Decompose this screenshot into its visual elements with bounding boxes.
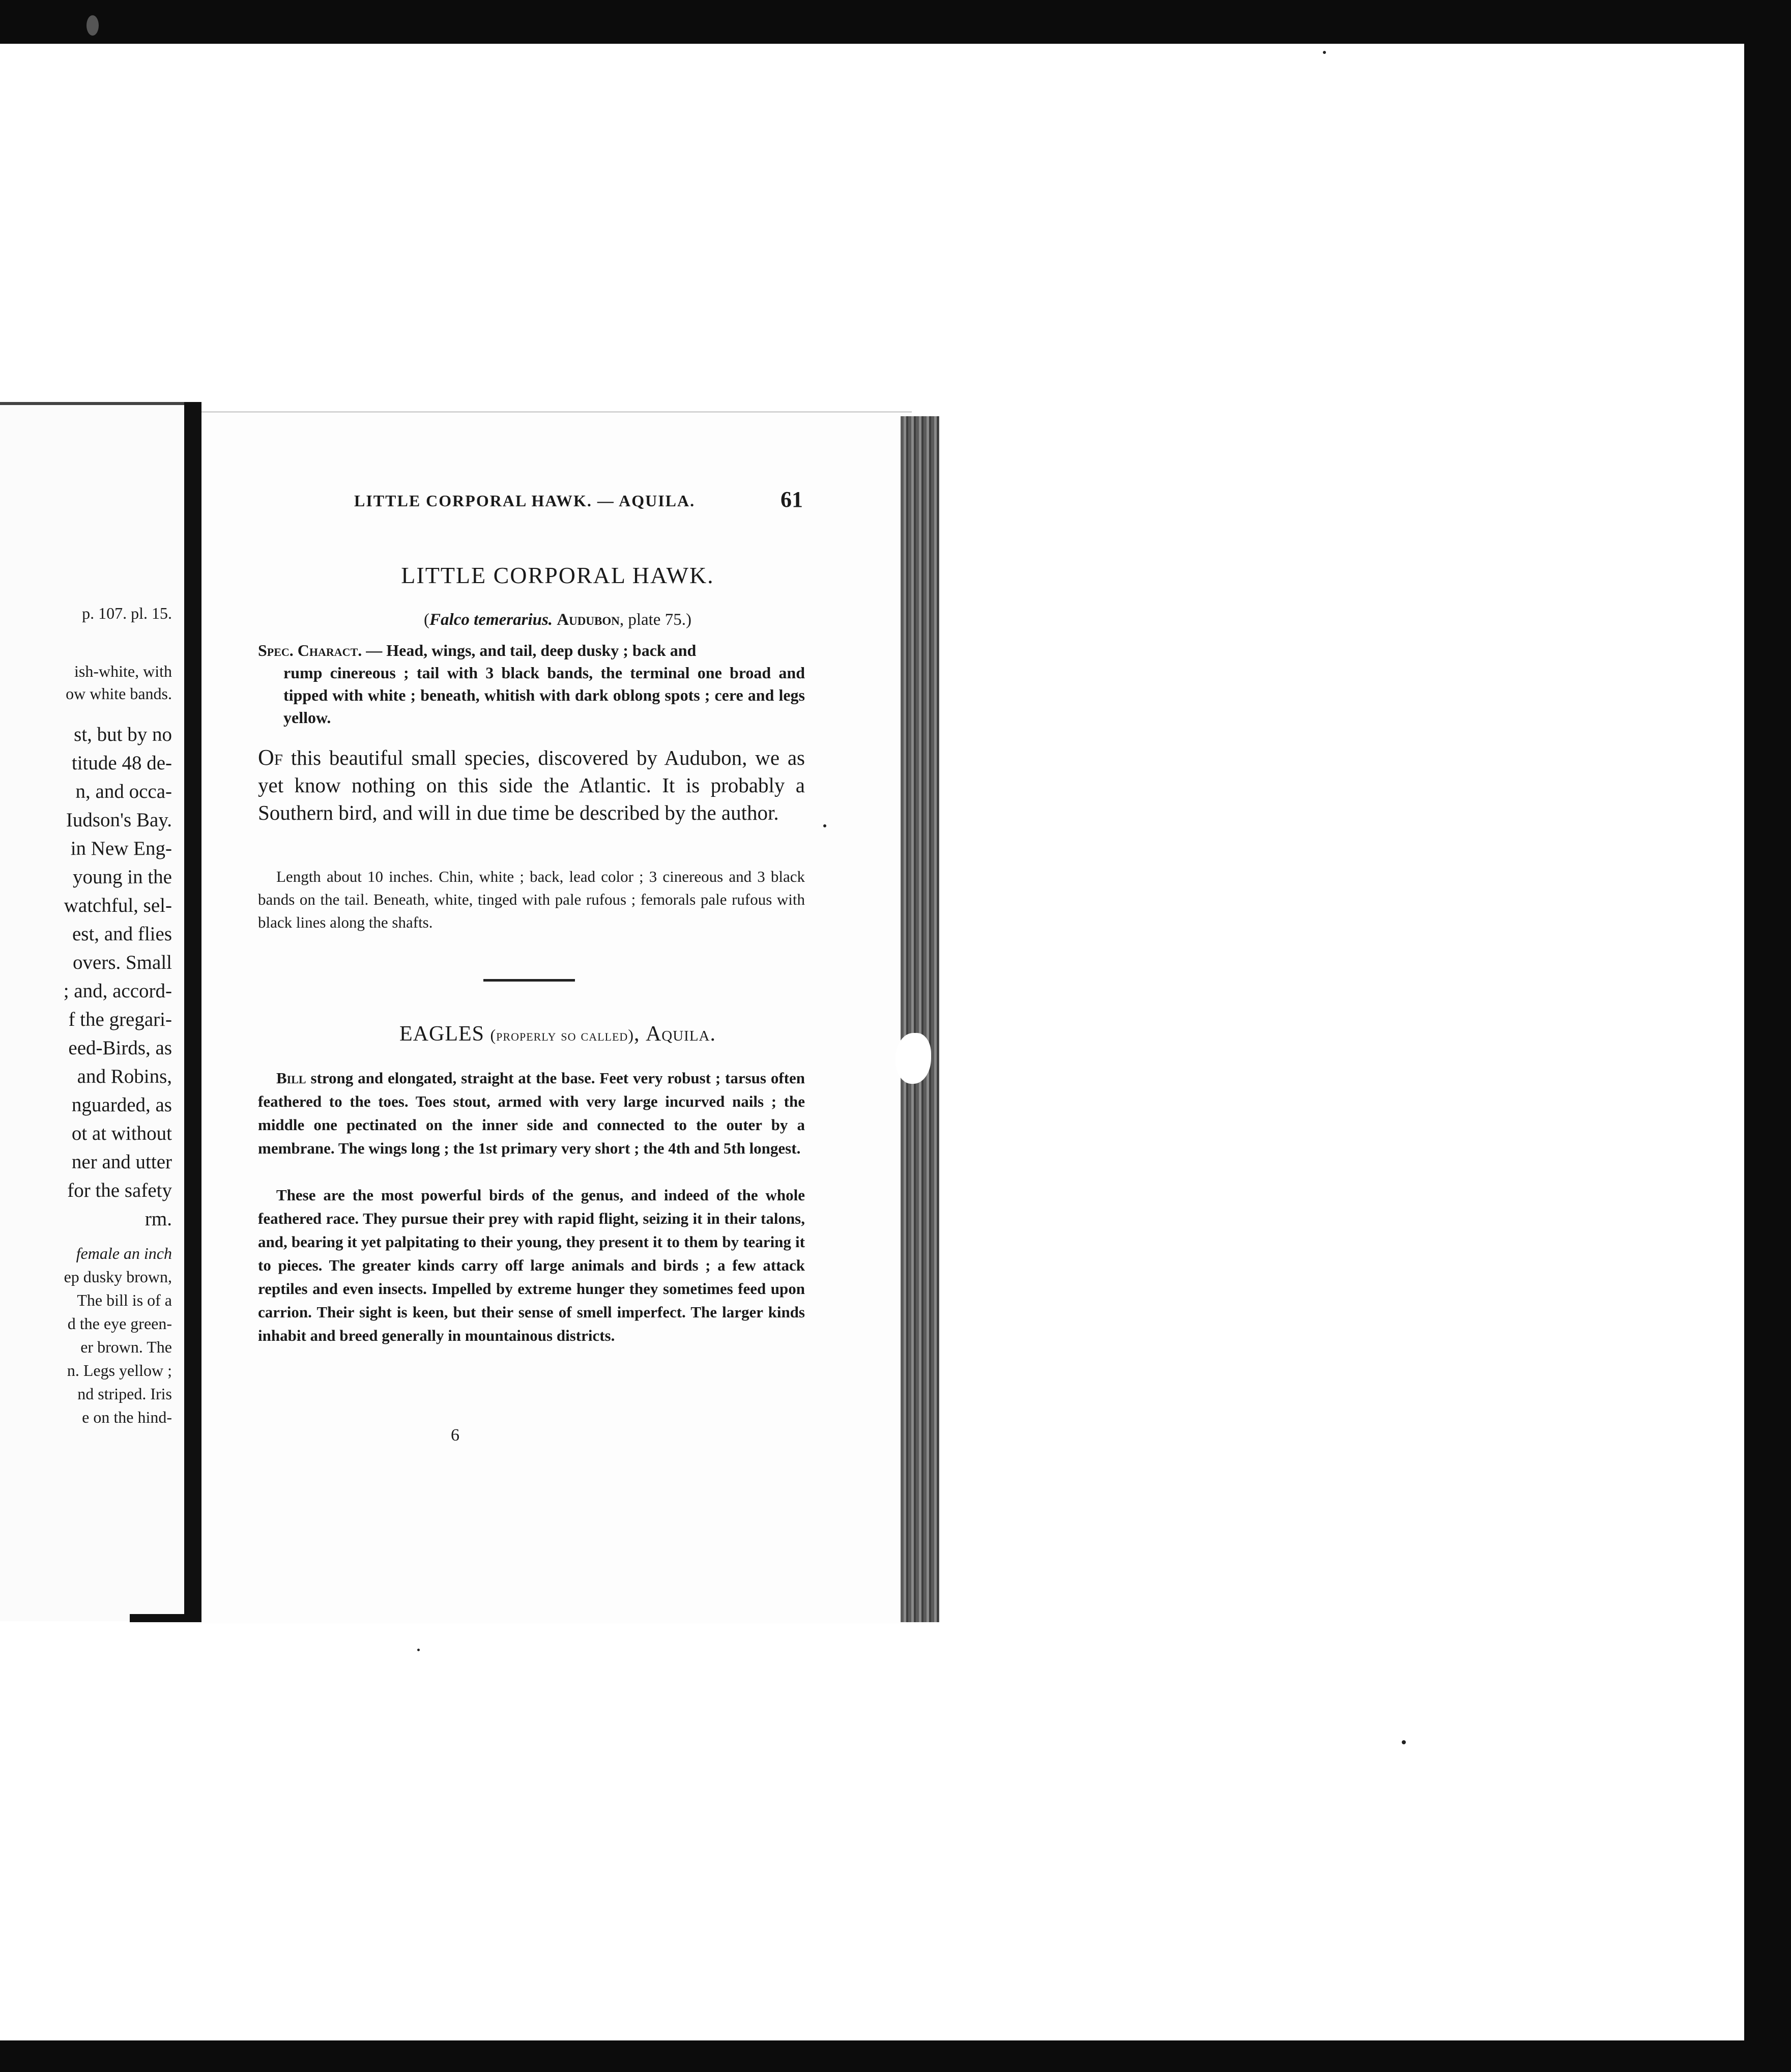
left-page-line: f the gregari- bbox=[68, 1009, 172, 1030]
left-page-line: rm. bbox=[145, 1208, 172, 1230]
left-page-line: nguarded, as bbox=[71, 1094, 172, 1116]
genus-first-word: Bill bbox=[276, 1069, 306, 1087]
scan-speck bbox=[1402, 1740, 1406, 1744]
left-page-line: er brown. The bbox=[80, 1338, 172, 1356]
left-page-line: p. 107. pl. 15. bbox=[82, 604, 172, 622]
synonymy-open: ( bbox=[424, 611, 430, 629]
species-description-text: this beautiful small species, discovered by Audubon, we as yet know nothing on this side the Atlantic. It is probably a Southern bird, and will in due time be described by the author. bbox=[258, 746, 805, 824]
spec-char-label: Spec. Charact. bbox=[258, 641, 362, 659]
spec-char-first-line: — Head, wings, and tail, deep dusky ; back and bbox=[362, 641, 697, 659]
left-page-line: The bill is of a bbox=[77, 1291, 172, 1309]
genus-heading bbox=[0, 1022, 1115, 1046]
left-page-line: titude 48 de- bbox=[71, 752, 172, 774]
scan-border-right bbox=[1744, 0, 1791, 2072]
measurement-note bbox=[258, 865, 805, 934]
genus-characters-text: strong and elongated, straight at the base. Feet very robust ; tarsus often feathered to the toes. Toes stout, armed with very large incurved nails ; the middle one pectinated on the inner side and connected to the outer by a membrane. The wings long ; the 1st primary very short ; the 4th and 5th longest. bbox=[258, 1069, 805, 1157]
left-page-line: Iudson's Bay. bbox=[66, 809, 172, 831]
signature-mark: 6 bbox=[451, 1426, 459, 1445]
left-page-line: in New Eng- bbox=[70, 838, 172, 859]
left-page-line: ish-white, with bbox=[74, 662, 172, 680]
genus-heading-name: Aquila. bbox=[645, 1022, 716, 1046]
genus-heading-main: EAGLES bbox=[399, 1022, 490, 1046]
page-edges bbox=[901, 416, 939, 1622]
left-page-line: e on the hind- bbox=[82, 1408, 172, 1426]
scan-border-top bbox=[0, 0, 1791, 44]
scan-speck bbox=[86, 15, 99, 36]
scan-speck bbox=[823, 824, 826, 827]
left-page-line: eed-Birds, as bbox=[68, 1037, 172, 1059]
species-name: Falco temerarius. bbox=[429, 611, 553, 629]
species-description bbox=[258, 744, 805, 826]
left-page-line: n. Legs yellow ; bbox=[67, 1361, 172, 1379]
left-page-line: for the safety bbox=[67, 1179, 172, 1201]
genus-description bbox=[258, 1184, 805, 1347]
section-title: LITTLE CORPORAL HAWK. bbox=[401, 562, 714, 588]
right-page bbox=[201, 411, 912, 1624]
synonymy-line bbox=[0, 611, 1115, 629]
page-number: 61 bbox=[781, 487, 803, 512]
drop-word: Of bbox=[258, 745, 283, 770]
scan-speck bbox=[417, 1649, 420, 1651]
left-page-line: est, and flies bbox=[72, 923, 172, 945]
left-page-line: ner and utter bbox=[71, 1151, 172, 1173]
scan-border-bottom bbox=[0, 2040, 1791, 2072]
left-page-line: st, but by no bbox=[74, 724, 172, 745]
left-page-line: overs. Small bbox=[73, 952, 172, 973]
left-page-line: young in the bbox=[73, 866, 172, 888]
left-page-line: nd striped. Iris bbox=[77, 1385, 172, 1403]
citation-plate: , plate 75.) bbox=[619, 611, 691, 629]
left-page-line: d the eye green- bbox=[67, 1314, 172, 1333]
scan-speck bbox=[1323, 51, 1326, 54]
running-head: LITTLE CORPORAL HAWK. — AQUILA. bbox=[354, 492, 696, 510]
left-page-line: ot at without bbox=[71, 1123, 172, 1144]
left-page-line: ; and, accord- bbox=[63, 980, 172, 1002]
specific-characters bbox=[258, 639, 805, 729]
left-page-line: female an inch bbox=[76, 1244, 172, 1262]
left-page-line: and Robins, bbox=[77, 1066, 172, 1087]
left-page-line: n, and occa- bbox=[75, 781, 172, 802]
genus-heading-sep: , bbox=[633, 1022, 646, 1046]
citation-author: Audubon bbox=[557, 611, 620, 629]
genus-description-text: These are the most powerful birds of the genus, and indeed of the whole feathered race. They pursue their prey with rapid flight, seizing it in their talons, and, bearing it yet palpitating to their young, they present it to them by tearing it to pieces. The greater kinds carry off large animals and birds ; a few attack reptiles and even insects. Impelled by extreme hunger they sometimes feed upon carrion. Their sight is keen, but their sense of smell imperfect. The larger kinds inhabit and breed generally in mountainous districts. bbox=[258, 1186, 805, 1344]
spec-char-rest: rump cinereous ; tail with 3 black bands, the terminal one broad and tipped with white ; beneath, whitish with dark oblong spots ; cere and legs yellow. bbox=[283, 664, 805, 727]
measurement-note-text: Length about 10 inches. Chin, white ; back, lead color ; 3 cinereous and 3 black bands on the tail. Beneath, white, tinged with pale rufous ; femorals pale rufous with black lines along the shafts. bbox=[258, 868, 805, 931]
left-page-line: ow white bands. bbox=[66, 684, 172, 703]
left-page-line: watchful, sel- bbox=[64, 895, 172, 916]
genus-heading-paren: (properly so called) bbox=[490, 1026, 634, 1044]
section-divider bbox=[483, 979, 575, 982]
genus-characters bbox=[258, 1067, 805, 1160]
left-page-line: ep dusky brown, bbox=[64, 1268, 172, 1286]
